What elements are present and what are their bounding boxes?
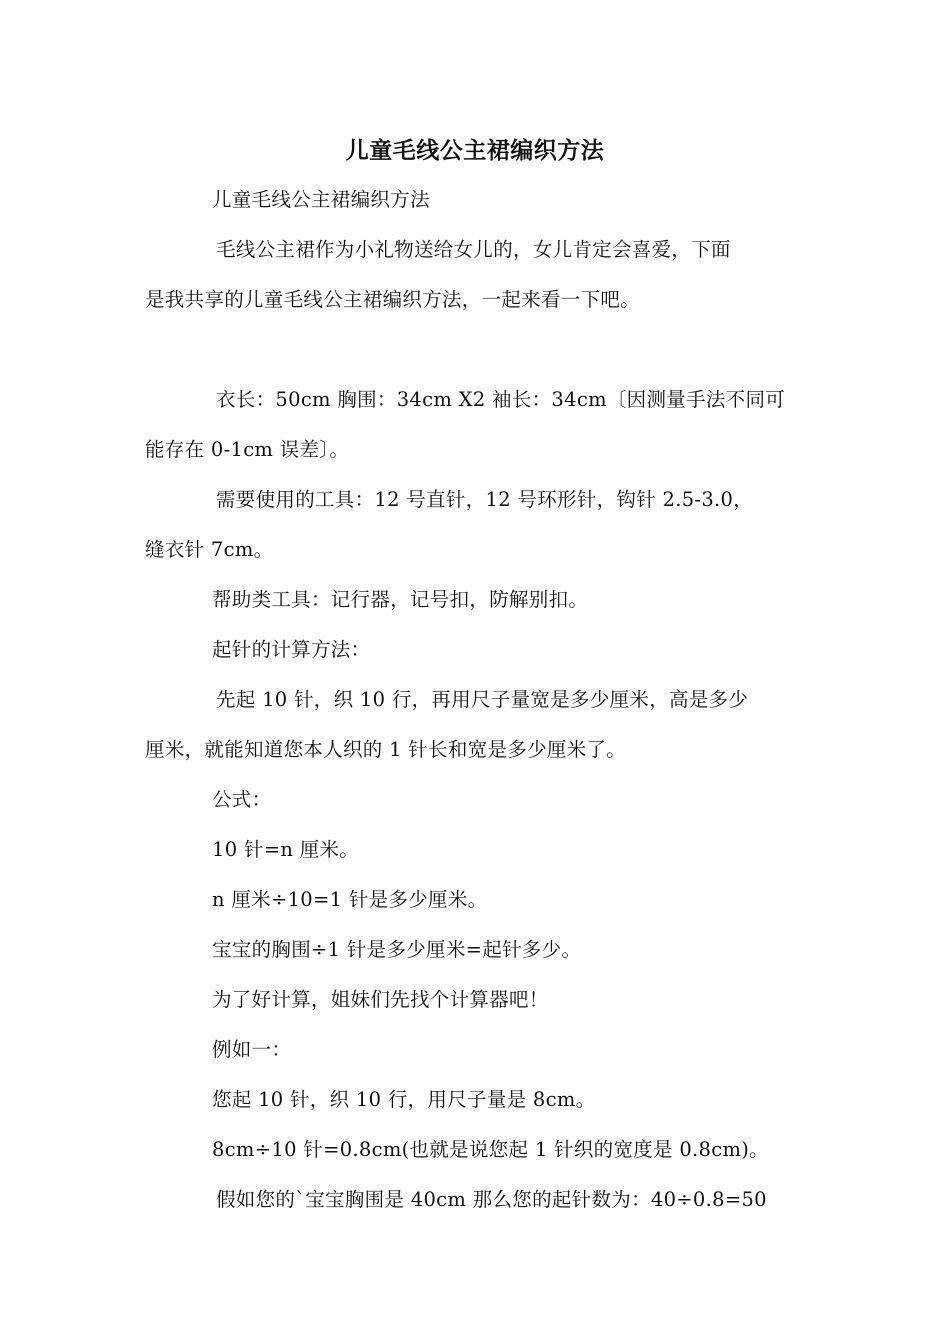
- paragraph-line: 毛线公主裙作为小礼物送给女儿的，女儿肯定会喜爱，下面: [216, 238, 731, 261]
- paragraph-line: 8cm÷10 针=0.8cm(也就是说您起 1 针织的宽度是 0.8cm)。: [212, 1138, 769, 1161]
- paragraph-line: 是我共享的儿童毛线公主裙编织方法，一起来看一下吧。: [145, 288, 641, 311]
- paragraph-line: 先起 10 针，织 10 行，再用尺子量宽是多少厘米，高是多少: [216, 688, 749, 711]
- paragraph-line: 帮助类工具：记行器，记号扣，防解别扣。: [212, 588, 589, 611]
- subtitle-line: 儿童毛线公主裙编织方法: [212, 188, 430, 211]
- paragraph-line: 例如一：: [212, 1038, 292, 1061]
- paragraph-line: 衣长：50cm 胸围：34cm X2 袖长：34cm〔因测量手法不同可: [216, 388, 786, 411]
- formula-line: 宝宝的胸围÷1 针是多少厘米=起针多少。: [212, 938, 582, 961]
- document-title: 儿童毛线公主裙编织方法: [345, 137, 605, 164]
- formula-line: 10 针=n 厘米。: [212, 838, 360, 861]
- paragraph-line: 能存在 0-1cm 误差〕。: [145, 438, 350, 461]
- paragraph-line: 公式：: [212, 788, 272, 811]
- paragraph-line: 厘米，就能知道您本人织的 1 针长和宽是多少厘米了。: [145, 738, 627, 761]
- paragraph-line: 起针的计算方法：: [212, 638, 371, 661]
- paragraph-line: 需要使用的工具：12 号直针，12 号环形针，钩针 2.5-3.0，: [216, 488, 754, 511]
- paragraph-line: 为了好计算，姐妹们先找个计算器吧！: [212, 988, 549, 1011]
- paragraph-line: 假如您的`宝宝胸围是 40cm 那么您的起针数为：40÷0.8=50: [216, 1188, 767, 1211]
- formula-line: n 厘米÷10=1 针是多少厘米。: [212, 888, 488, 911]
- paragraph-line: 缝衣针 7cm。: [145, 538, 274, 561]
- paragraph-line: 您起 10 针，织 10 行，用尺子量是 8cm。: [212, 1088, 596, 1111]
